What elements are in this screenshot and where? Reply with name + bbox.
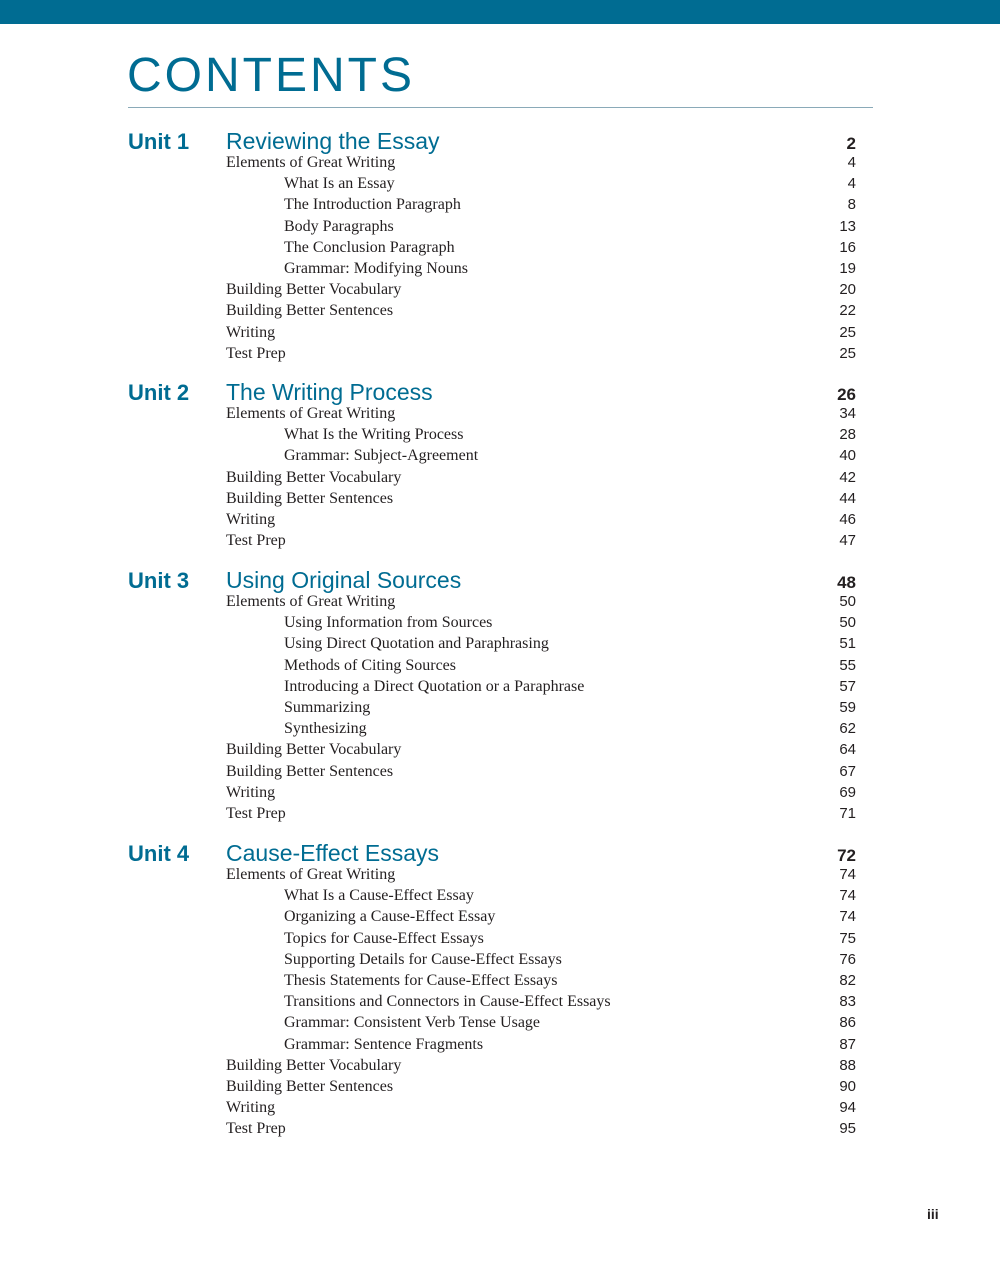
toc-entry[interactable] [0,510,1000,531]
entry-page-number: 76 [839,950,856,968]
entry-page-number: 22 [839,302,856,320]
toc-entry[interactable] [0,740,1000,761]
entry-page-number: 87 [839,1035,856,1053]
unit-title: Using Original Sources [226,567,462,593]
entry-page-number: 88 [839,1056,856,1074]
entry-label: Building Better Vocabulary [226,281,402,299]
entry-page-number: 34 [839,405,856,422]
entry-label: Building Better Vocabulary [226,1056,402,1074]
entry-label: Body Paragraphs [284,217,394,235]
entry-label: What Is the Writing Process [284,426,464,444]
unit-page-number: 48 [837,573,856,592]
entry-label: Thesis Statements for Cause-Effect Essays [284,971,558,989]
toc-subentry[interactable] [0,238,1000,259]
entry-page-number: 94 [839,1099,856,1117]
toc-subentry[interactable] [0,259,1000,280]
entry-label: Summarizing [284,698,371,716]
entry-label: Grammar: Modifying Nouns [284,259,468,277]
unit-title: Reviewing the Essay [226,128,440,154]
entry-page-number: 13 [839,217,856,235]
entry-label: What Is an Essay [284,175,395,193]
entry-page-number: 75 [839,929,856,947]
unit-title: Cause-Effect Essays [226,840,440,866]
entry-page-number: 74 [839,866,856,883]
toc-entry[interactable] [0,489,1000,510]
entry-page-number: 55 [839,656,856,674]
entry-page-number: 64 [839,741,856,759]
unit-page-number: 2 [846,134,856,153]
toc-subentry[interactable] [0,1035,1000,1056]
entry-page-number: 71 [839,804,856,822]
entry-label: Organizing a Cause-Effect Essay [284,908,496,926]
unit-heading[interactable] [0,569,1000,592]
entry-page-number: 59 [839,698,856,716]
toc-entry[interactable] [0,1077,1000,1098]
entry-label: Building Better Vocabulary [226,741,402,759]
entry-label: Test Prep [226,1120,286,1138]
entry-page-number: 4 [847,154,856,171]
toc-subentry[interactable] [0,217,1000,238]
toc-subentry[interactable] [0,446,1000,467]
entry-label: Building Better Sentences [226,1077,394,1095]
entry-page-number: 51 [839,635,856,653]
entry-page-number: 44 [839,489,856,507]
toc-entry[interactable] [0,280,1000,301]
entry-label: What Is a Cause-Effect Essay [284,887,474,905]
entry-page-number: 28 [839,426,856,444]
entry-page-number: 8 [847,196,856,214]
entry-label: Building Better Vocabulary [226,468,402,486]
toc-subentry[interactable] [0,174,1000,195]
toc-entry[interactable] [0,865,1000,886]
toc-entry[interactable] [0,804,1000,825]
entry-page-number: 42 [839,468,856,486]
entry-label: Building Better Sentences [226,762,394,780]
toc-subentry[interactable] [0,195,1000,216]
entry-page-number: 46 [839,510,856,528]
toc-subentry[interactable] [0,677,1000,698]
entry-page-number: 57 [839,677,856,695]
entry-label: Elements of Great Writing [226,154,396,171]
unit-label: Unit 3 [128,568,190,593]
toc-entry[interactable] [0,1056,1000,1077]
entry-label: Writing [226,510,276,528]
entry-label: Test Prep [226,532,286,550]
entry-page-number: 20 [839,281,856,299]
unit-heading[interactable] [0,842,1000,865]
toc-unit [0,130,1000,365]
entry-page-number: 95 [839,1120,856,1138]
entry-label: Synthesizing [284,720,367,738]
entry-label: Elements of Great Writing [226,593,396,610]
toc-subentry[interactable] [0,698,1000,719]
toc-entry[interactable] [0,301,1000,322]
entry-label: Methods of Citing Sources [284,656,456,674]
top-color-bar [0,0,1000,24]
entry-label: Writing [226,1099,276,1117]
toc-entry[interactable] [0,468,1000,489]
entry-label: Test Prep [226,804,286,822]
entry-label: Building Better Sentences [226,489,394,507]
entry-label: The Conclusion Paragraph [284,238,455,256]
toc-entry[interactable] [0,153,1000,174]
toc-entry[interactable] [0,1098,1000,1119]
toc-subentry[interactable] [0,907,1000,928]
entry-label: Using Direct Quotation and Paraphrasing [284,635,549,653]
entry-label: Writing [226,323,276,341]
unit-title: The Writing Process [226,379,433,405]
entry-page-number: 4 [847,175,856,193]
toc-subentry[interactable] [0,613,1000,634]
entry-label: Elements of Great Writing [226,866,396,883]
entry-page-number: 40 [839,447,856,465]
unit-heading[interactable] [0,130,1000,153]
unit-label: Unit 4 [128,841,190,866]
toc-unit [0,842,1000,1140]
entry-label: Grammar: Sentence Fragments [284,1035,484,1053]
toc-subentry[interactable] [0,929,1000,950]
entry-label: Building Better Sentences [226,302,394,320]
entry-label: Grammar: Consistent Verb Tense Usage [284,1014,541,1032]
entry-page-number: 83 [839,993,856,1011]
toc-subentry[interactable] [0,971,1000,992]
unit-label: Unit 1 [128,129,190,154]
entry-page-number: 62 [839,720,856,738]
unit-page-number: 26 [837,385,856,404]
entry-label: Grammar: Subject-Agreement [284,447,479,465]
entry-label: Transitions and Connectors in Cause-Effect Essays [284,993,611,1011]
toc-subentry[interactable] [0,425,1000,446]
entry-label: The Introduction Paragraph [284,196,461,214]
entry-page-number: 74 [839,908,856,926]
toc-unit [0,569,1000,825]
entry-label: Test Prep [226,344,286,362]
entry-label: Supporting Details for Cause-Effect Essays [284,950,562,968]
entry-page-number: 19 [839,259,856,277]
title-divider [128,107,873,108]
toc-unit [0,381,1000,552]
toc-entry[interactable] [0,531,1000,552]
unit-heading[interactable] [0,381,1000,404]
toc-subentry[interactable] [0,1013,1000,1034]
entry-label: Introducing a Direct Quotation or a Paraphrase [284,677,585,695]
page-folio: iii [927,1206,939,1222]
entry-page-number: 69 [839,783,856,801]
toc-subentry[interactable] [0,719,1000,740]
entry-label: Elements of Great Writing [226,405,396,422]
entry-page-number: 74 [839,887,856,905]
entry-label: Writing [226,783,276,801]
toc-subentry[interactable] [0,950,1000,971]
entry-page-number: 25 [839,323,856,341]
entry-label: Topics for Cause-Effect Essays [284,929,484,947]
entry-label: Using Information from Sources [284,614,493,632]
toc-entry[interactable] [0,592,1000,613]
toc-subentry[interactable] [0,992,1000,1013]
page-title: CONTENTS [127,49,415,102]
entry-page-number: 47 [839,532,856,550]
entry-page-number: 86 [839,1014,856,1032]
toc-entry[interactable] [0,323,1000,344]
entry-page-number: 16 [839,238,856,256]
toc-entry[interactable] [0,762,1000,783]
entry-page-number: 90 [839,1077,856,1095]
toc-subentry[interactable] [0,656,1000,677]
unit-label: Unit 2 [128,380,190,405]
unit-page-number: 72 [837,846,856,865]
entry-page-number: 50 [839,593,856,610]
toc-entry[interactable] [0,404,1000,425]
entry-page-number: 67 [839,762,856,780]
toc-entry[interactable] [0,1119,1000,1140]
toc-subentry[interactable] [0,634,1000,655]
toc-entry[interactable] [0,344,1000,365]
toc-entry[interactable] [0,783,1000,804]
entry-page-number: 50 [839,614,856,632]
entry-page-number: 25 [839,344,856,362]
toc-subentry[interactable] [0,886,1000,907]
entry-page-number: 82 [839,971,856,989]
